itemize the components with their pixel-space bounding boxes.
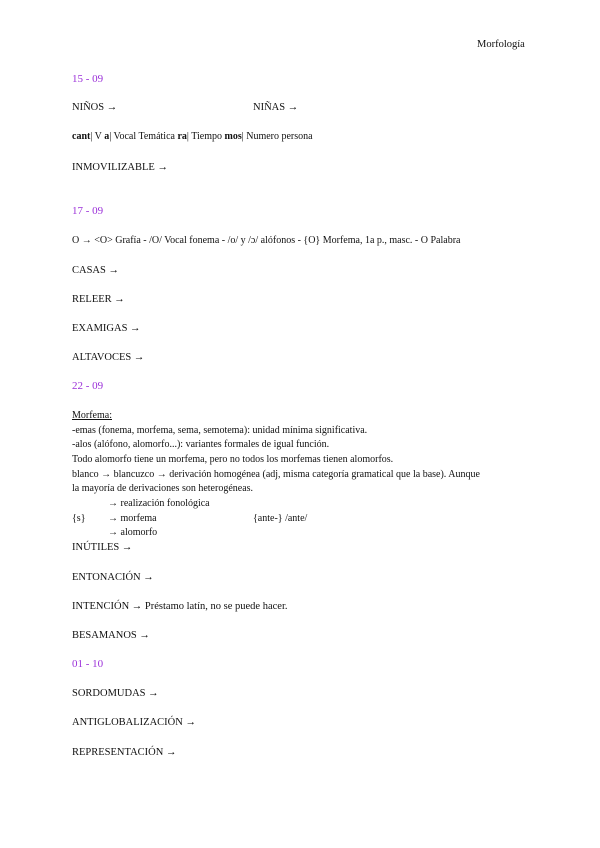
word-releer: RELEER → xyxy=(72,294,125,305)
morph-v-label: | V xyxy=(90,131,105,142)
word-sordomudas: SORDOMUDAS → xyxy=(72,688,159,699)
alomorfo-arrow: → alomorfo xyxy=(108,527,158,538)
word-entonacion: ENTONACIÓN → xyxy=(72,572,154,583)
morph-tiempo: | Tiempo xyxy=(186,131,225,142)
word-casas: CASAS → xyxy=(72,265,119,276)
word-intencion: INTENCIÓN → Préstamo latín, no se puede hacer. xyxy=(72,601,288,612)
page-header-title: Morfología xyxy=(477,39,525,50)
date-heading-01-10: 01 - 10 xyxy=(72,658,104,670)
date-heading-22-09: 22 - 09 xyxy=(72,380,104,392)
word-besamanos: BESAMANOS → xyxy=(72,630,150,641)
word-antiglobalizacion: ANTIGLOBALIZACIÓN → xyxy=(72,717,196,728)
morfema-line-3: Todo alomorfo tiene un morfema, pero no todos los morfemas tienen alomorfos. xyxy=(72,454,394,465)
word-ninas: NIÑAS → xyxy=(253,102,299,113)
word-examigas: EXAMIGAS → xyxy=(72,323,141,334)
cant-analysis-line xyxy=(72,130,313,144)
morfema-line-1: -emas (fonema, morfema, sema, semotema): unidad mínima significativa. xyxy=(72,425,368,436)
morfema-line-5: la mayoría de derivaciones son heterogéneas. xyxy=(72,483,254,494)
word-inmovilizable: INMOVILIZABLE → xyxy=(72,162,168,173)
morfema-line-4: blanco → blancuzco → derivación homogénea (adj, misma categoría gramatical que la base). Aunque xyxy=(72,469,480,480)
morfema-title: Morfema: xyxy=(72,410,112,421)
date-heading-17-09: 17 - 09 xyxy=(72,205,104,217)
morph-a: a xyxy=(104,131,110,142)
s-morpheme-label: {s} xyxy=(72,513,86,524)
morph-cant: cant xyxy=(72,131,91,142)
o-analysis-line: O → <O> Grafía - /O/ Vocal fonema - /o/ y /ɔ/ alófonos - {O} Morfema, 1a p., masc. - O Palabra xyxy=(72,235,461,246)
word-altavoces: ALTAVOCES → xyxy=(72,352,145,363)
realizacion-fonologica: → realización fonológica xyxy=(108,498,210,509)
word-ninos: NIÑOS → xyxy=(72,102,118,113)
morfema-arrow: → morfema xyxy=(108,513,157,524)
morph-mos: mos xyxy=(224,131,242,142)
morph-vocal-tematica: | Vocal Temática xyxy=(109,131,178,142)
word-inutiles: INÚTILES → xyxy=(72,542,133,553)
date-heading-15-09: 15 - 09 xyxy=(72,73,104,85)
morph-numero-persona: | Numero persona xyxy=(241,131,313,142)
morfema-line-2: -alos (alófono, alomorfo...): variantes formales de igual función. xyxy=(72,439,330,450)
ante-example: {ante-} /ante/ xyxy=(253,513,308,524)
morph-ra: ra xyxy=(177,131,187,142)
word-representacion: REPRESENTACIÓN → xyxy=(72,747,177,758)
